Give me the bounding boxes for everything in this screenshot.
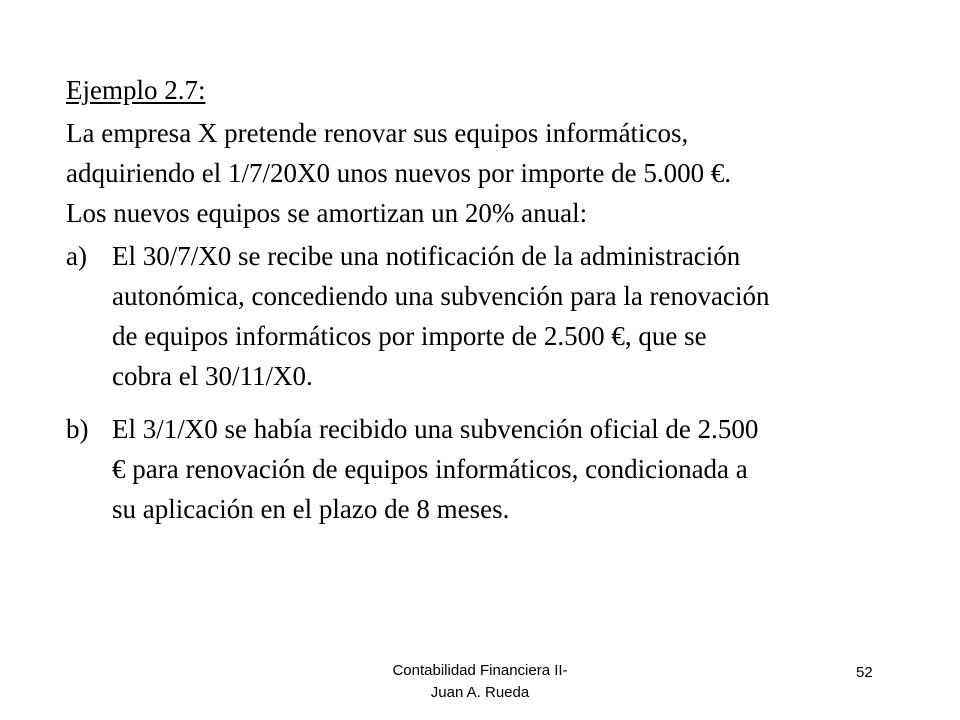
- intro-line: Los nuevos equipos se amortizan un 20% anual:: [66, 198, 588, 228]
- list-item-text: [112, 236, 770, 396]
- list-item-line: El 3/1/X0 se había recibido una subvención oficial de 2.500: [112, 414, 759, 444]
- list-item-text: [112, 409, 758, 529]
- list-item-line: El 30/7/X0 se recibe una notificación de la administración: [112, 241, 741, 271]
- list-marker: b): [66, 414, 89, 444]
- list-item-line: de equipos informáticos por importe de 2.500 €, que se: [112, 321, 707, 351]
- intro-line: adquiriendo el 1/7/20X0 unos nuevos por importe de 5.000 €.: [66, 158, 732, 188]
- example-title: Ejemplo 2.7:: [66, 75, 206, 105]
- list-item-line: su aplicación en el plazo de 8 meses.: [112, 494, 510, 524]
- footer-text: [330, 660, 630, 704]
- footer-line: Contabilidad Financiera II-: [392, 662, 568, 679]
- intro-paragraph: [66, 113, 731, 233]
- list-marker: a): [66, 241, 87, 271]
- list-item-line: € para renovación de equipos informáticos, condicionada a: [112, 454, 748, 484]
- footer-line: Juan A. Rueda: [430, 684, 530, 701]
- list-item-line: cobra el 30/11/X0.: [112, 361, 313, 391]
- page-number: 52: [856, 664, 873, 681]
- list-item-line: autonómica, concediendo una subvención para la renovación: [112, 281, 770, 311]
- intro-line: La empresa X pretende renovar sus equipos informáticos,: [66, 118, 689, 148]
